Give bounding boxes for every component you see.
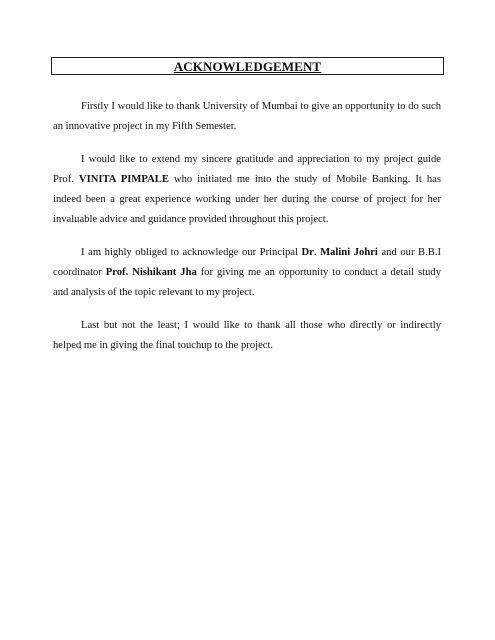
- paragraph-closing-text: Last but not the least; I would like to thank all those who directly or indirectly helped me in giving the final touchup to the project.: [53, 320, 441, 351]
- paragraph-guide-intro: I would like to extend my sincere gratitude and appreciation to my project guide Prof.: [53, 154, 441, 185]
- paragraph-closing: [53, 316, 441, 356]
- paragraph-university: [53, 97, 441, 137]
- paragraph-university-text: Firstly I would like to thank University of Mumbai to give an opportunity to do such an innovative project in my Fifth Semester.: [53, 101, 441, 132]
- principal-title-dot: .: [313, 247, 321, 258]
- principal-name: Malini Johri: [320, 247, 378, 258]
- paragraph-guide-rest: who initiated me into the study of Mobile Banking. It has indeed been a great experience working under her during the course of project for her invaluable advice and guidance provided throughout this project.: [53, 174, 441, 225]
- principal-title: Dr: [301, 247, 314, 258]
- title-box: [51, 57, 444, 75]
- page-title: ACKNOWLEDGEMENT: [173, 59, 322, 74]
- guide-name: VINITA PIMPALE: [78, 174, 169, 185]
- paragraph-guide: [53, 150, 441, 230]
- acknowledgement-body: [53, 97, 441, 370]
- paragraph-principal: [53, 243, 441, 303]
- paragraph-principal-rest: for giving me an opportunity to conduct a detail study and analysis of the topic relevant to my project.: [53, 267, 441, 298]
- coordinator-name: Prof. Nishikant Jha: [105, 267, 197, 278]
- paragraph-principal-intro: I am highly obliged to acknowledge our Principal: [81, 247, 302, 258]
- paragraph-principal-middle: and our B.B.I coordinator: [53, 247, 442, 278]
